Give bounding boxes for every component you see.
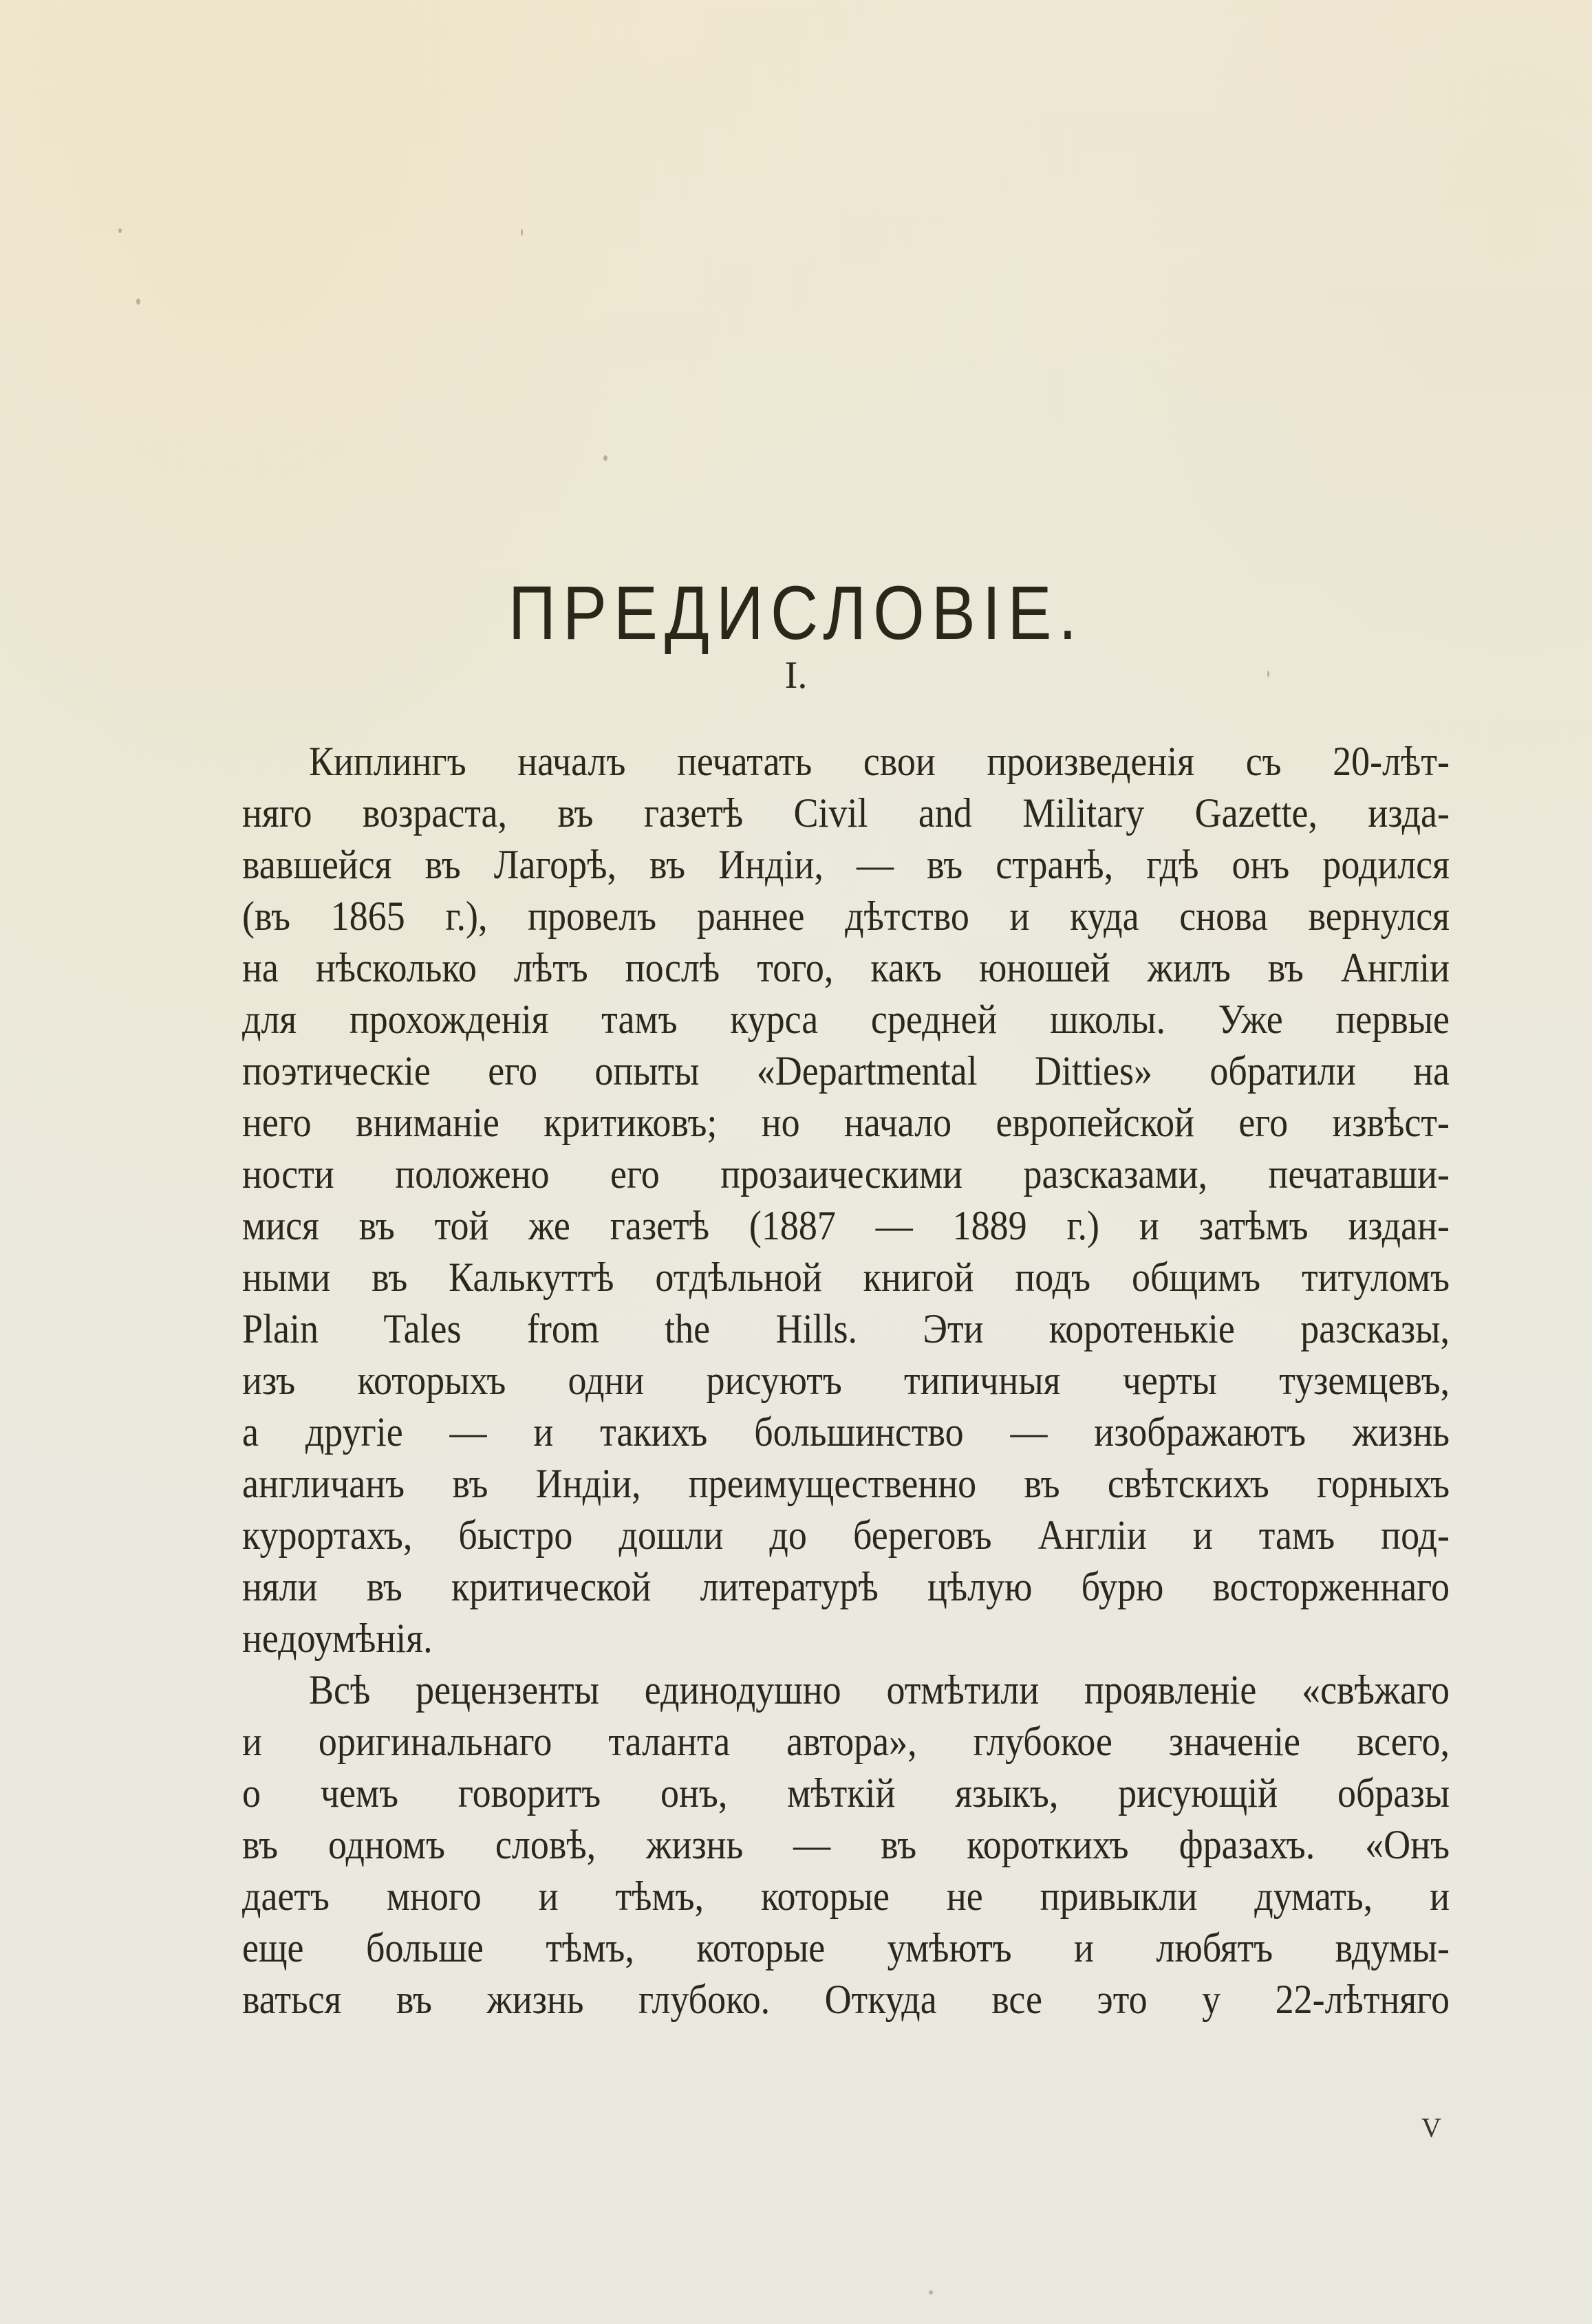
text-line: няго возраста, въ газетѣ Civil and Military Gazette, изда- [242,790,1450,836]
text-line: (въ 1865 г.), провелъ раннее дѣтство и куда снова вернулся [242,893,1450,940]
text-line: мися въ той же газетѣ (1887 — 1889 г.) и затѣмъ издан- [242,1202,1450,1249]
text-line: на нѣсколько лѣтъ послѣ того, какъ юношей жилъ въ Англіи [242,944,1450,991]
text-line: въ одномъ словѣ, жизнь — въ короткихъ фразахъ. «Онъ [242,1821,1450,1868]
paper-speck [603,455,607,461]
text-line: даетъ много и тѣмъ, которые не привыкли думать, и [242,1873,1450,1920]
text-line: ваться въ жизнь глубоко. Откуда все это у 22-лѣтняго [242,1976,1450,2023]
text-line: изъ которыхъ одни рисуютъ типичныя черты туземцевъ, [242,1357,1450,1404]
text-line: няли въ критической литературѣ цѣлую бурю восторженнаго [242,1563,1450,1610]
text-line: Plain Tales from the Hills. Эти коротенькіе разсказы, [242,1305,1450,1352]
text-line: поэтическіе его опыты «Departmental Ditties» обратили на [242,1047,1450,1094]
text-line: а другіе — и такихъ большинство — изображаютъ жизнь [242,1409,1450,1455]
paper-speck [929,2290,933,2294]
text-line: для прохожденія тамъ курса средней школы. Уже первые [242,996,1450,1043]
text-line: ными въ Калькуттѣ отдѣльной книгой подъ общимъ титуломъ [242,1254,1450,1301]
text-line: и оригинальнаго таланта автора», глубокое значеніе всего, [242,1718,1450,1765]
page-heading: ПРЕДИСЛОВІЕ. [508,571,1084,656]
paper-speck [118,228,122,233]
text-line: Киплингъ началъ печатать свои произведенія съ 20-лѣт- [309,738,1450,785]
text-line: Всѣ рецензенты единодушно отмѣтили проявленіе «свѣжаго [309,1666,1450,1713]
section-number: I. [784,654,808,697]
paragraph-2 [242,1664,1450,2026]
paper-speck [521,229,523,236]
text-line: вавшейся въ Лагорѣ, въ Индіи, — въ странѣ, гдѣ онъ родился [242,841,1450,888]
body-text [242,736,1450,2026]
signature-mark: V [1421,2112,1441,2143]
text-line: еще больше тѣмъ, которые умѣютъ и любятъ вдумы- [242,1924,1450,1971]
text-line: курортахъ, быстро дошли до береговъ Англіи и тамъ под- [242,1512,1450,1559]
paper-speck [136,298,140,305]
paragraph-1 [242,736,1450,1664]
text-line: недоумѣнія. [242,1615,433,1662]
text-line: англичанъ въ Индіи, преимущественно въ свѣтскихъ горныхъ [242,1460,1450,1507]
text-line: него вниманіе критиковъ; но начало европейской его извѣст- [242,1099,1450,1146]
text-line: о чемъ говоритъ онъ, мѣткій языкъ, рисующій образы [242,1770,1450,1816]
text-line: ности положено его прозаическими разсказами, печатавши- [242,1151,1450,1197]
